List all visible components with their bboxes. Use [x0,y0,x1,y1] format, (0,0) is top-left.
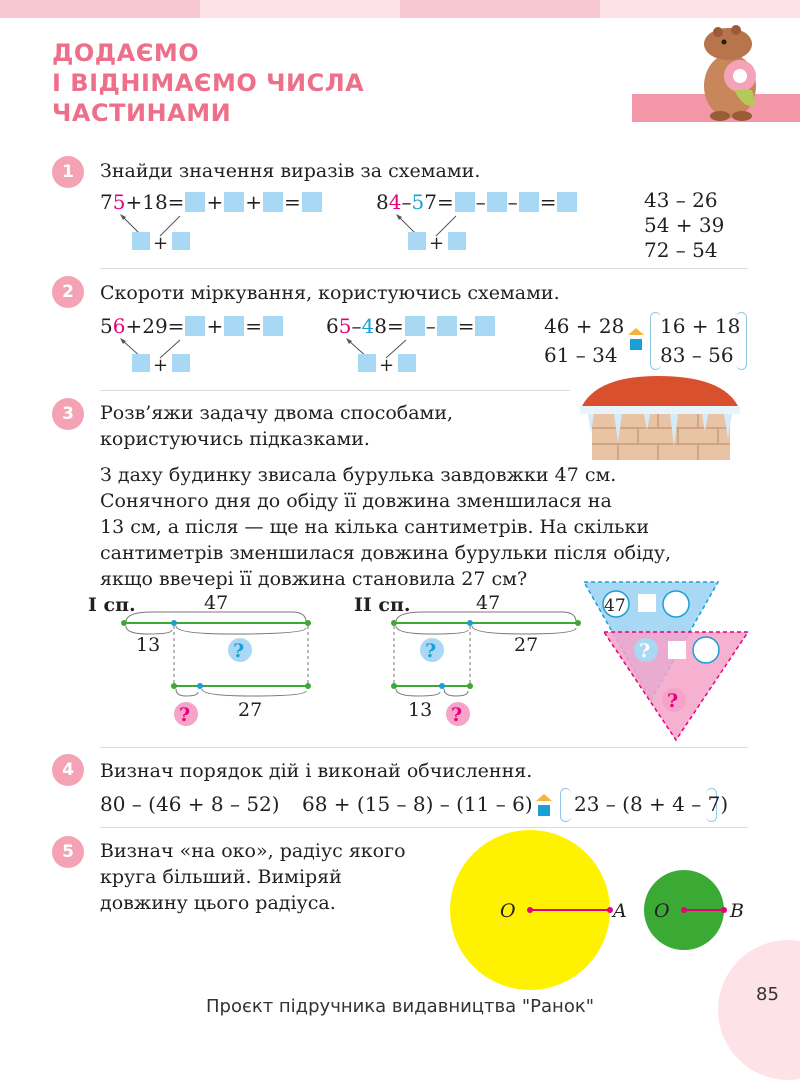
minus-sign: – [401,190,412,214]
top-bar-segment [400,0,600,18]
digit: 8 [376,190,389,214]
answer-box[interactable] [455,192,475,212]
expr-part: +18= [125,190,185,214]
ex4-expression: 23 – (8 + 4 – 7) [574,792,729,816]
problem-line: 13 см, а після — ще на кілька сантиметрів. На скільки [100,516,650,538]
triangle-start-value: 47 [604,596,626,616]
svg-text:+: + [379,355,395,376]
capybara-mascot-illustration [690,20,770,124]
ex1-scheme-a [100,210,220,252]
digit-highlight: 4 [361,314,375,338]
separator [100,747,748,748]
equals-sign: = [539,190,557,214]
problem-line: якщо ввечері її довжина становила 27 см? [100,568,528,590]
part-label: 27 [238,699,263,721]
answer-box[interactable] [263,316,283,336]
ex1-right-expr: 54 + 39 [644,213,725,237]
ex2-scheme-b [326,334,446,376]
digit: 7 [424,190,437,214]
house-marker-icon [534,792,554,820]
center-label: O [500,900,516,922]
digit-highlight: 4 [388,190,402,214]
ex2-scheme-a [100,334,220,376]
answer-box[interactable] [263,192,283,212]
digit-highlight: 5 [112,190,126,214]
roof-with-icicles-illustration [578,372,742,462]
question-mark: ? [233,640,245,662]
svg-text:+: + [429,233,445,252]
page-number: 85 [756,984,779,1005]
center-label: O [654,900,670,922]
plus-sign: + [245,190,262,214]
point-label: A [613,900,627,922]
exercise-4-instruction: Визнач порядок дій і виконай обчислення. [100,760,533,782]
triangle-scheme [582,580,752,742]
method-2-scheme [384,590,594,730]
answer-box[interactable] [185,316,205,336]
exercise-5-instruction-line: Визнач «на око», радіус якого [100,840,406,862]
answer-box[interactable] [519,192,539,212]
top-bar-segment [600,0,800,18]
digit-highlight: 5 [411,190,425,214]
footer-publisher-note: Проєкт підручника видавництва "Ранок" [205,996,594,1017]
exercise-3-instruction-line: користуючись підказками. [100,428,370,450]
ex4-expression: 80 – (46 + 8 – 52) [100,792,280,816]
exercise-5-instruction-line: круга більший. Виміряй [100,866,342,888]
question-mark: ? [425,640,437,662]
method-2-label: ІІ сп. [354,594,411,616]
house-marker-icon [626,326,646,354]
exercise-number-4: 4 [52,754,84,786]
ex4-expression: 68 + (15 – 8) – (11 – 6) [302,792,533,816]
answer-box[interactable] [224,192,244,212]
digit: 5 [100,314,113,338]
point-label: B [730,900,744,922]
answer-box[interactable] [224,316,244,336]
exercise-3-instruction-line: Розв’яжи задачу двома способами, [100,402,454,424]
answer-box[interactable] [302,192,322,212]
answer-box[interactable] [475,316,495,336]
exercise-number-3: 3 [52,398,84,430]
minus-sign: – [425,314,436,338]
part-label: 13 [136,634,161,656]
digit: 8 [374,314,387,338]
total-label: 47 [204,592,229,614]
ex1-scheme-b [376,210,496,252]
ex2-col2-expr: 16 + 18 [660,314,741,338]
svg-text:+: + [153,355,169,376]
separator [100,268,748,269]
plus-sign: + [206,314,224,338]
ex1-right-expr: 43 – 26 [644,188,718,212]
answer-box[interactable] [405,316,425,336]
ex2-col1-expr: 46 + 28 [544,314,625,338]
question-mark: ? [667,690,679,712]
method-1-label: І сп. [88,594,136,616]
problem-line: сантиметрів зменшилася довжина бурульки після обіду, [100,542,672,564]
circles-figure [440,828,760,998]
equals-sign: = [283,190,301,214]
digit-highlight: 6 [112,314,126,338]
top-bar-segment [0,0,200,18]
answer-box[interactable] [185,192,205,212]
exercise-2-instruction: Скороти міркування, користуючись схемами. [100,282,560,304]
equals-sign: = [457,314,475,338]
top-bar-segment [200,0,400,18]
ex2-col2-expr: 83 – 56 [660,343,734,367]
svg-text:+: + [153,233,169,252]
minus-sign: – [475,190,486,214]
problem-line: Сонячного дня до обіду її довжина зменшилася на [100,490,612,512]
bracket-left [560,788,571,822]
exercise-5-instruction-line: довжину цього радіуса. [100,892,336,914]
exercise-number-2: 2 [52,276,84,308]
method-1-scheme [112,590,322,730]
exercise-1-instruction: Знайди значення виразів за схемами. [100,160,481,182]
question-mark: ? [451,704,463,726]
part-label: 27 [514,634,539,656]
equals-sign: = [245,314,262,338]
answer-box[interactable] [487,192,507,212]
minus-sign: – [351,314,362,338]
equals-sign: = [386,314,404,338]
problem-line: З даху будинку звисала бурулька завдовжки 47 см. [100,464,617,486]
minus-sign: – [507,190,518,214]
expr-part: +29= [125,314,185,338]
question-mark: ? [179,704,191,726]
ex2-col1-expr: 61 – 34 [544,343,618,367]
part-label: 13 [408,699,433,721]
exercise-number-5: 5 [52,836,84,868]
digit: 6 [326,314,339,338]
plus-sign: + [206,190,224,214]
equals-sign: = [436,190,454,214]
digit: 7 [100,190,113,214]
ex3-problem-text [100,462,730,592]
digit-highlight: 5 [338,314,352,338]
question-mark: ? [639,640,651,662]
answer-box[interactable] [437,316,457,336]
exercise-number-1: 1 [52,156,84,188]
page-title: ДОДАЄМО І ВІДНІМАЄМО ЧИСЛА ЧАСТИНАМИ [52,39,365,127]
total-label: 47 [476,592,501,614]
ex1-right-expr: 72 – 54 [644,238,718,262]
answer-box[interactable] [557,192,577,212]
separator [100,390,570,391]
